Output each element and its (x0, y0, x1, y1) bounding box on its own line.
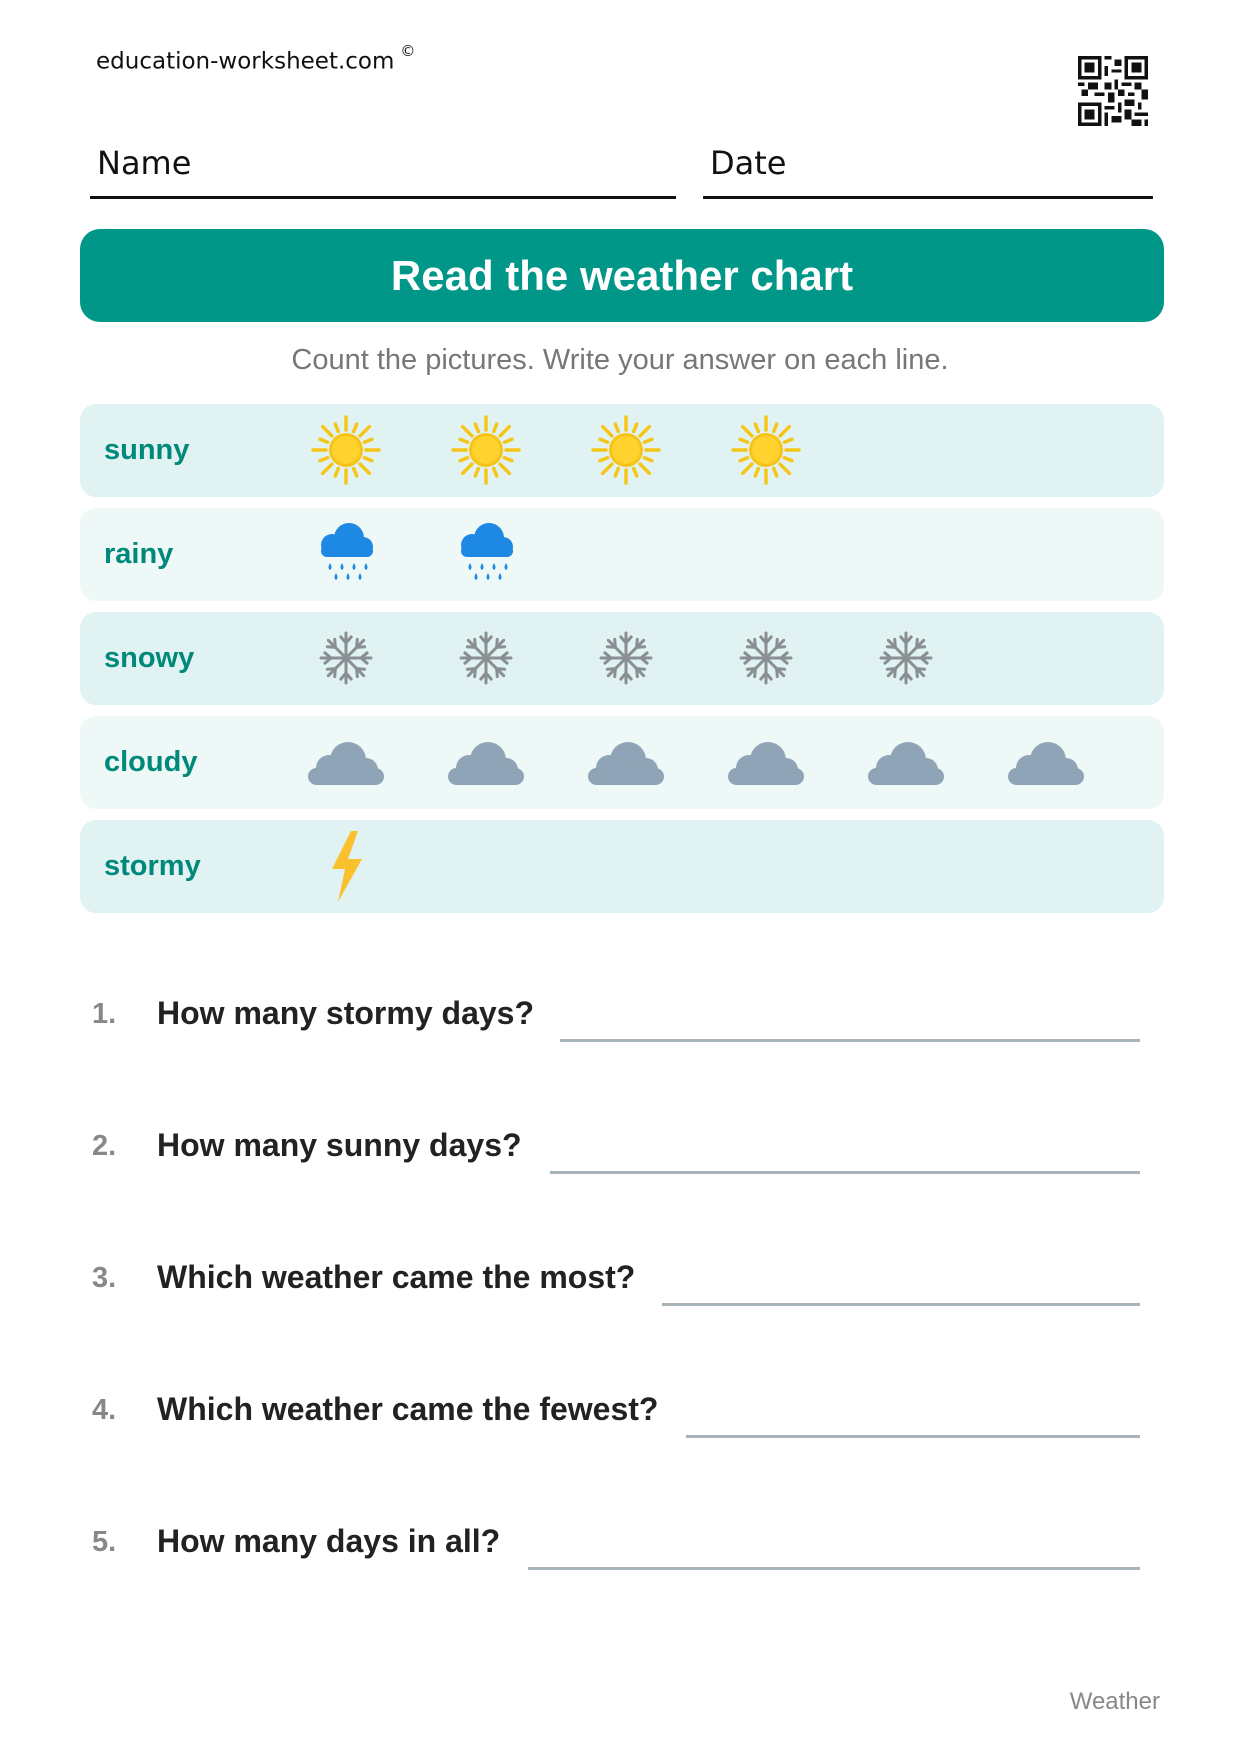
question-2 (92, 1122, 1142, 1182)
title-banner (80, 229, 1164, 322)
footer-topic: Weather (1069, 1688, 1160, 1715)
chart-row-snowy (80, 612, 1164, 705)
answer-line[interactable] (528, 1567, 1140, 1570)
row-label-sunny: sunny (104, 434, 190, 466)
snowflake-icon (576, 621, 676, 696)
chart-row-rainy (80, 508, 1164, 601)
row-label-rainy: rainy (104, 538, 174, 570)
question-number: 4. (92, 1394, 117, 1426)
site-name (96, 42, 416, 75)
qr-code-icon (1078, 56, 1148, 126)
question-4 (92, 1386, 1142, 1446)
question-text: How many days in all? (157, 1523, 501, 1559)
row-label-stormy: stormy (104, 850, 201, 882)
cloud-icon (436, 725, 536, 800)
copyright-mark: © (400, 42, 416, 60)
row-label-cloudy: cloudy (104, 746, 198, 778)
question-text: Which weather came the fewest? (157, 1391, 659, 1427)
question-1 (92, 990, 1142, 1050)
date-label: Date (710, 144, 787, 182)
cloud-icon (296, 725, 396, 800)
icons-stormy (80, 820, 1164, 913)
instructions: Count the pictures. Write your answer on each line. (291, 344, 949, 376)
icons-cloudy (80, 716, 1164, 809)
question-text: Which weather came the most? (157, 1259, 636, 1295)
name-label: Name (97, 144, 192, 182)
snowflake-icon (856, 621, 956, 696)
answer-line[interactable] (560, 1039, 1140, 1042)
sun-icon (296, 413, 396, 488)
cloud-icon (716, 725, 816, 800)
icons-rainy (80, 508, 1164, 601)
icons-sunny (80, 404, 1164, 497)
site-name-text: education-worksheet.com (96, 48, 395, 75)
question-text: How many sunny days? (157, 1127, 522, 1163)
answer-line[interactable] (686, 1435, 1140, 1438)
question-3 (92, 1254, 1142, 1314)
chart-row-cloudy (80, 716, 1164, 809)
row-label-snowy: snowy (104, 642, 195, 674)
answer-line[interactable] (550, 1171, 1140, 1174)
question-number: 3. (92, 1262, 117, 1294)
snowflake-icon (436, 621, 536, 696)
snowflake-icon (296, 621, 396, 696)
rain-cloud-icon (296, 517, 396, 592)
cloud-icon (576, 725, 676, 800)
chart-row-sunny (80, 404, 1164, 497)
date-field[interactable] (703, 140, 1153, 199)
rain-cloud-icon (436, 517, 536, 592)
lightning-icon (296, 829, 396, 904)
snowflake-icon (716, 621, 816, 696)
chart-row-stormy (80, 820, 1164, 913)
question-number: 1. (92, 998, 117, 1030)
answer-line[interactable] (662, 1303, 1140, 1306)
icons-snowy (80, 612, 1164, 705)
name-field[interactable] (90, 140, 676, 199)
question-number: 2. (92, 1130, 117, 1162)
cloud-icon (996, 725, 1096, 800)
cloud-icon (856, 725, 956, 800)
sun-icon (576, 413, 676, 488)
question-text: How many stormy days? (157, 995, 534, 1031)
question-5 (92, 1518, 1142, 1578)
sun-icon (716, 413, 816, 488)
page-title: Read the weather chart (390, 251, 854, 299)
sun-icon (436, 413, 536, 488)
question-number: 5. (92, 1526, 117, 1558)
